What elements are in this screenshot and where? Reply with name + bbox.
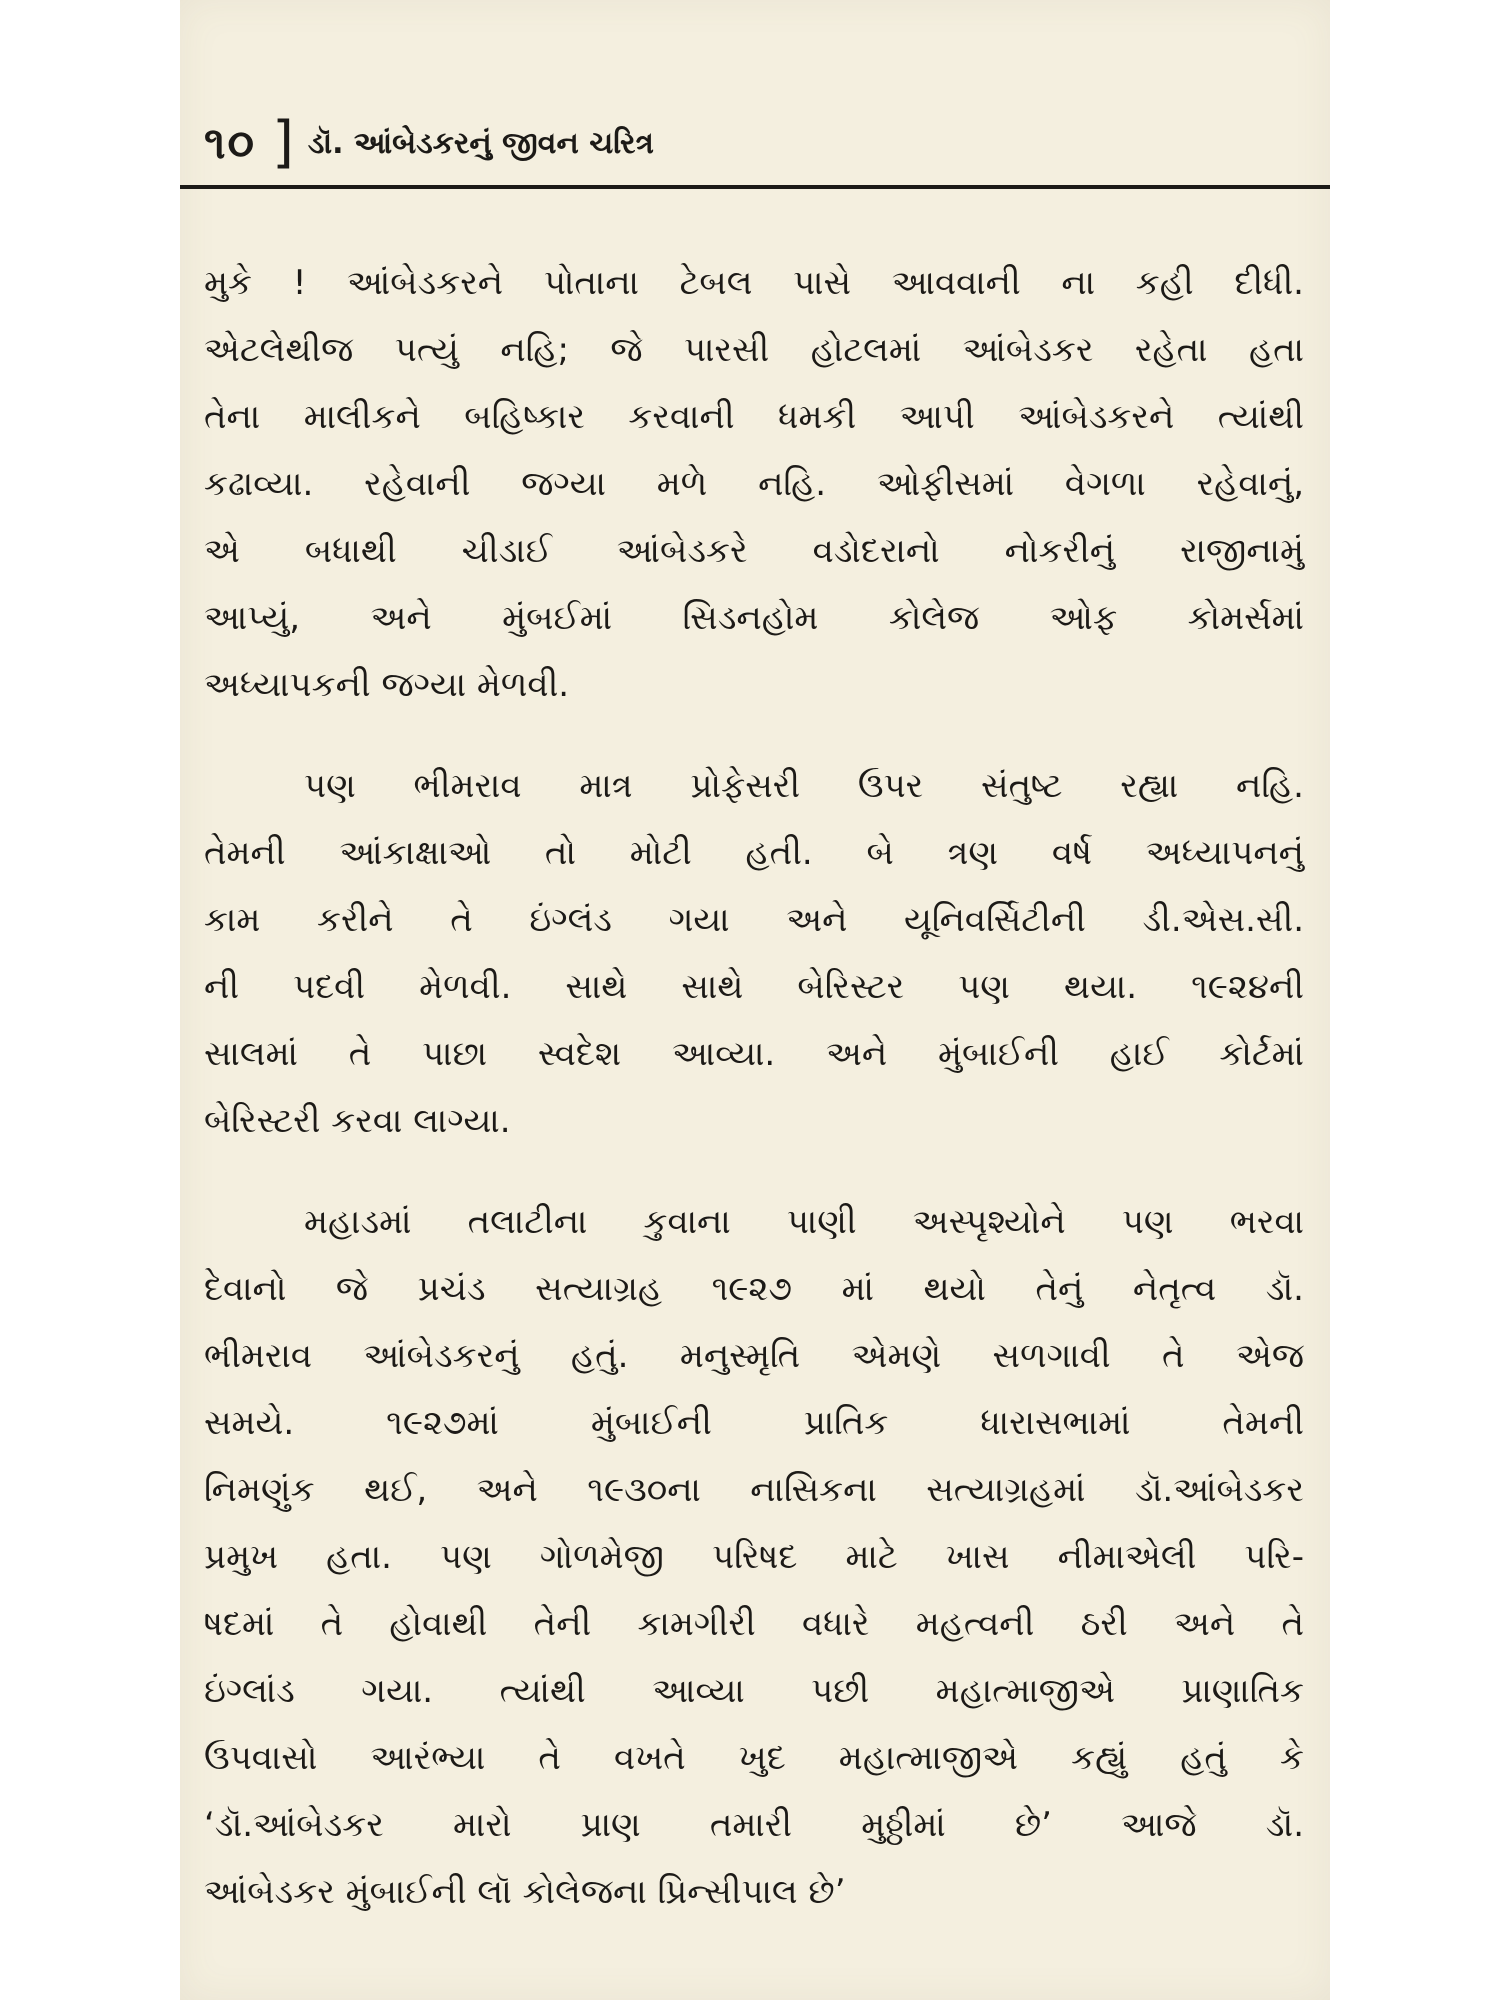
text-line: આંબેડકર મુંબાઈની લૉ કોલેજના પ્રિન્સીપાલ છે’ (204, 1872, 846, 1912)
text-line: ‘ડૉ.આંબેડકર મારો પ્રાણ તમારી મુઠ્ઠીમાં છે’ આજે ડૉ. (204, 1805, 1304, 1845)
text-line: તેમની આંકાક્ષાઓ તો મોટી હતી. બે ત્રણ વર્ષ અધ્યાપનનું (204, 833, 1304, 873)
paragraph-spacer (204, 719, 1304, 753)
text-line: તેના માલીકને બહિષ્કાર કરવાની ધમકી આપી આંબેડકરને ત્યાંથી (204, 397, 1304, 437)
text-line: ની પદવી મેળવી. સાથે સાથે બેરિસ્ટર પણ થયા. ૧૯૨૪ની (204, 967, 1304, 1007)
page-header (204, 108, 654, 178)
text-line: ભીમરાવ આંબેડકરનું હતું. મનુસ્મૃતિ એમણે સળગાવી તે એજ (204, 1336, 1304, 1376)
header-rule (180, 185, 1330, 189)
body-text (204, 250, 1304, 1926)
text-line: આપ્યું, અને મુંબઈમાં સિડનહોમ કોલેજ ઓફ કોમર્સમાં (204, 598, 1304, 638)
text-line: પણ ભીમરાવ માત્ર પ્રોફેસરી ઉપર સંતુષ્ટ રહ્યા નહિ. (304, 766, 1304, 806)
book-page (180, 0, 1330, 2000)
text-line: મુકે ! આંબેડકરને પોતાના ટેબલ પાસે આવવાની ના કહી દીધી. (204, 263, 1304, 303)
paragraph-2 (204, 753, 1304, 1155)
running-title: ડૉ. આંબેડકરનું જીવન ચરિત્ર (307, 125, 654, 161)
text-line: નિમણુંક થઈ, અને ૧૯૩૦ના નાસિકના સત્યાગ્રહમાં ડૉ.આંબેડકર (204, 1470, 1304, 1510)
text-line: ઉપવાસો આરંભ્યા તે વખતે ખુદ મહાત્માજીએ કહ્યું હતું કે (204, 1738, 1304, 1778)
text-line: બેરિસ્ટરી કરવા લાગ્યા. (204, 1101, 511, 1141)
text-line: ઇંગ્લાંડ ગયા. ત્યાંથી આવ્યા પછી મહાત્માજીએ પ્રાણાતિક (204, 1671, 1304, 1711)
paragraph-1 (204, 250, 1304, 719)
text-line: ષદમાં તે હોવાથી તેની કામગીરી વધારે મહત્વની ઠરી અને તે (204, 1604, 1304, 1644)
header-bracket: ] (272, 110, 294, 175)
text-line: દેવાનો જે પ્રચંડ સત્યાગ્રહ ૧૯૨૭ માં થયો તેનું નેતૃત્વ ડૉ. (204, 1269, 1304, 1309)
text-line: સાલમાં તે પાછા સ્વદેશ આવ્યા. અને મુંબાઈની હાઈ કોર્ટમાં (204, 1034, 1304, 1074)
text-line: એ બધાથી ચીડાઈ આંબેડકરે વડોદરાનો નોકરીનું રાજીનામું (204, 531, 1304, 571)
text-line: સમયે. ૧૯૨૭માં મુંબાઈની પ્રાતિક ધારાસભામાં તેમની (204, 1403, 1304, 1443)
paragraph-spacer (204, 1155, 1304, 1189)
text-line: કઢાવ્યા. રહેવાની જગ્યા મળે નહિ. ઓફીસમાં વેગળા રહેવાનું, (204, 464, 1304, 504)
text-line: એટલેથીજ પત્યું નહિ; જે પારસી હોટલમાં આંબેડકર રહેતા હતા (204, 330, 1304, 370)
text-line: અધ્યાપકની જગ્યા મેળવી. (204, 665, 570, 705)
paragraph-3 (204, 1189, 1304, 1926)
page-number: ૧૦ (204, 117, 257, 169)
text-line: પ્રમુખ હતા. પણ ગોળમેજી પરિષદ માટે ખાસ નીમાએલી પરિ- (204, 1537, 1304, 1577)
text-line: કામ કરીને તે ઇંગ્લંડ ગયા અને યૂનિવર્સિટીની ડી.એસ.સી. (204, 900, 1304, 940)
text-line: મહાડમાં તલાટીના કુવાના પાણી અસ્પૃશ્યોને પણ ભરવા (304, 1202, 1304, 1242)
